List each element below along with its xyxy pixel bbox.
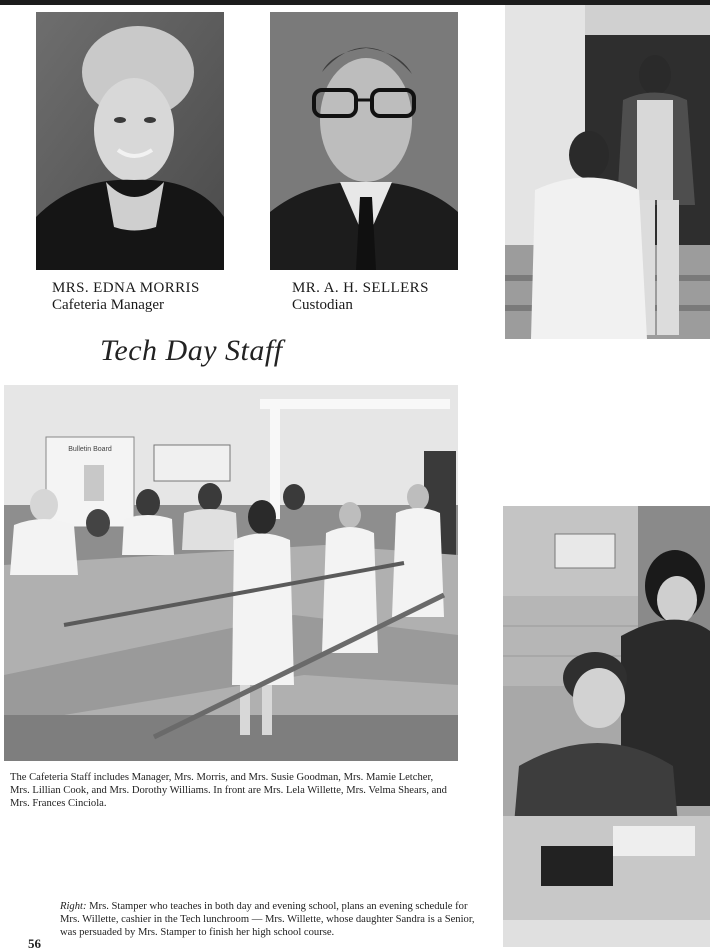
portrait-ah-sellers [270,12,458,270]
portrait-2-role: Custodian [292,297,353,313]
portrait-edna-morris [36,12,224,270]
photo-custodial-staff [505,5,710,339]
page-number: 56 [28,936,41,951]
portrait-1-role: Cafeteria Manager [52,297,165,313]
stamper-caption-lead: Right: [60,901,87,912]
photo-cafeteria-staff [4,385,458,761]
page-heading: Tech Day Staff [100,334,283,367]
portrait-1-name: MRS. EDNA MORRIS [52,280,200,296]
portrait-2-name: MR. A. H. SELLERS [292,280,429,296]
cafeteria-caption: The Cafeteria Staff includes Manager, Mrs. Morris, and Mrs. Susie Goodman, Mrs. Mamie Letcher, Mrs. Lillian Cook, and Mrs. Dorothy Williams. In front are Mrs. Lela Willette, Mrs. Velma Shears, and Mrs. Frances Cinciola. [10,772,447,809]
bulletin-board-label: Bulletin Board [68,446,112,453]
photo-mrs-stamper [503,506,710,947]
stamper-caption [60,900,485,939]
stamper-caption-text: Mrs. Stamper who teaches in both day and evening school, plans an evening schedule for Mrs. Willette, cashier in the Tech lunchroom — Mrs. Willette, whose daughter Sandra is a Senior, was persuaded by Mrs. Stamper to finish her high school course. [60,901,475,938]
